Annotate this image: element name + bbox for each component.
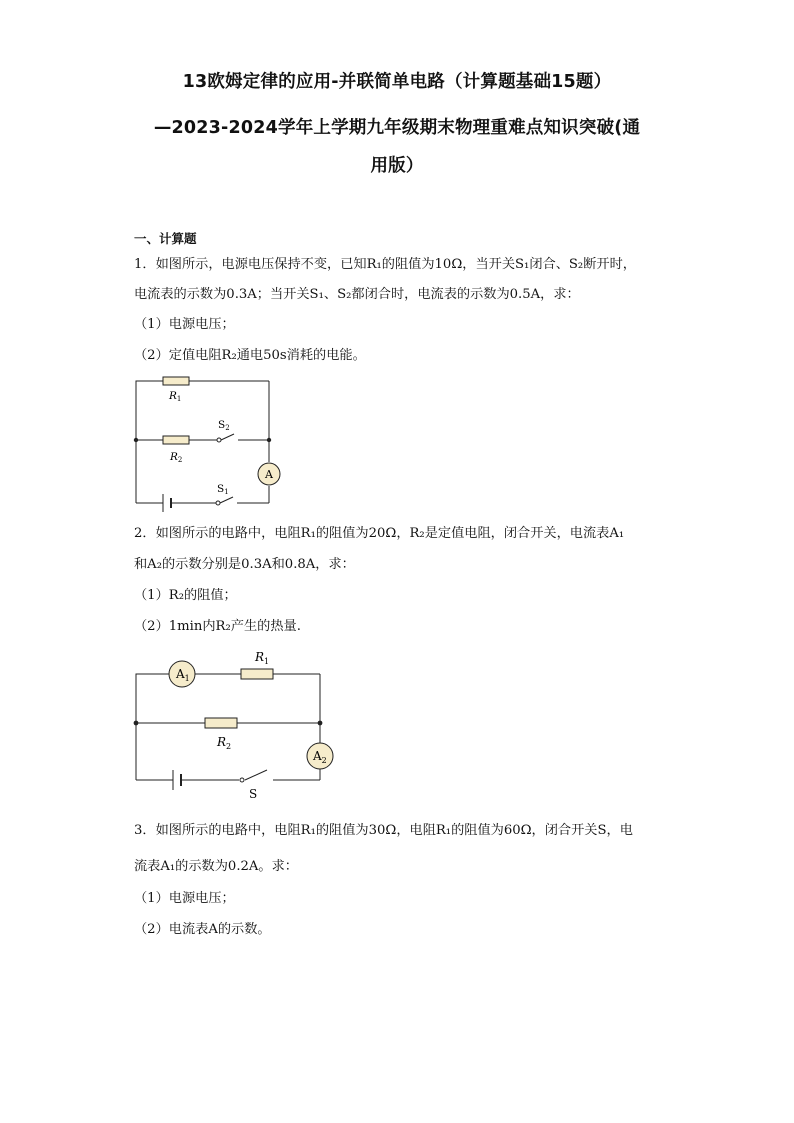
q2-label-r1: $R_1$	[255, 650, 270, 666]
q2-ammeter-a2-label: $A_2$	[313, 749, 327, 765]
q1-resistor-r2	[163, 436, 189, 444]
q2-junction-right	[318, 721, 323, 726]
q2-label-r2: $R_2$	[217, 735, 232, 751]
q2-ammeter-a1-label: $A_1$	[176, 667, 190, 683]
q1-part-1: （1）电源电压；	[134, 317, 235, 332]
q1-ammeter-label: A	[265, 468, 273, 481]
q3-line-1: 3．如图所示的电路中，电阻R₁的阻值为30Ω，电阻R₁的阻值为60Ω，闭合开关S，电	[134, 823, 633, 838]
q1-line-2: 电流表的示数为0.3A；当开关S₁、S₂都闭合时，电流表的示数为0.5A，求：	[134, 287, 580, 302]
q1-label-s2: S2	[218, 419, 230, 432]
q3-part-1: （1）电源电压；	[134, 891, 235, 906]
q2-resistor-r1	[241, 669, 273, 679]
q1-junction-left	[134, 438, 138, 442]
q3-part-2: （2）电流表A的示数。	[134, 922, 271, 937]
q2-part-1: （1）R₂的阻值；	[134, 588, 237, 603]
q3-line-2: 流表A₁的示数为0.2A。求：	[134, 859, 298, 874]
q1-part-2: （2）定值电阻R₂通电50s消耗的电能。	[134, 348, 366, 363]
q2-part-2: （2）1min内R₂产生的热量.	[134, 619, 301, 634]
title-line-2: —2023-2024学年上学期九年级期末物理重难点知识突破(通	[153, 118, 641, 138]
q2-line-1: 2．如图所示的电路中，电阻R₁的阻值为20Ω，R₂是定值电阻，闭合开关，电流表A₁	[134, 526, 625, 541]
title-line-1: 13欧姆定律的应用-并联简单电路（计算题基础15题）	[182, 72, 612, 92]
q1-line-1: 1．如图所示，电源电压保持不变，已知R₁的阻值为10Ω，当开关S₁闭合、S₂断开时，	[134, 257, 636, 272]
q1-label-r2: R2	[170, 451, 183, 464]
q1-circuit-diagram	[128, 372, 288, 512]
q2-line-2: 和A₂的示数分别是0.3A和0.8A，求：	[134, 557, 355, 572]
title-line-3: 用版）	[370, 156, 424, 176]
q2-label-switch: S	[249, 787, 258, 801]
q1-junction-right	[267, 438, 271, 442]
q2-junction-left	[134, 721, 139, 726]
q1-switch-s2-contact	[217, 438, 221, 442]
q1-label-s1: S1	[217, 483, 229, 496]
q1-switch-s1-contact	[216, 501, 220, 505]
q1-resistor-r1	[163, 377, 189, 385]
q2-switch-contact	[240, 778, 244, 782]
q1-label-r1: R1	[169, 390, 182, 403]
section-heading: 一、计算题	[134, 231, 197, 246]
q2-resistor-r2	[205, 718, 237, 728]
q2-circuit-diagram	[128, 643, 338, 803]
